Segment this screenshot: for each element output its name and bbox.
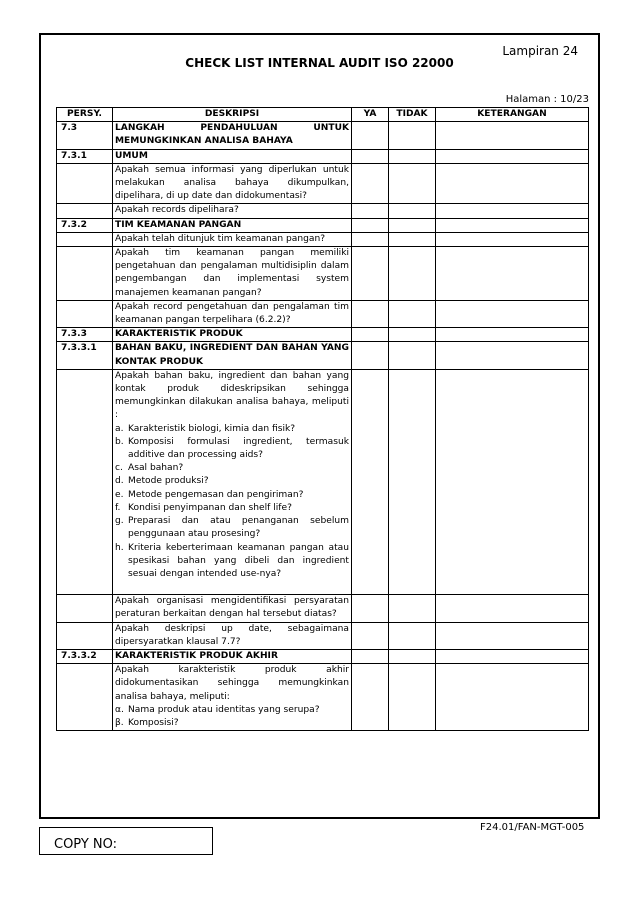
ya-cell[interactable] xyxy=(352,218,389,232)
ya-cell[interactable] xyxy=(352,232,389,246)
description-cell: Apakah record pengetahuan dan pengalaman tim keamanan pangan terpelihara (6.2.2)? xyxy=(113,300,352,327)
list-item xyxy=(115,489,349,502)
table-row xyxy=(57,622,589,649)
list-text: Karakteristik biologi, kimia dan fisik? xyxy=(128,423,296,434)
section-number-cell xyxy=(57,163,113,204)
keterangan-cell[interactable] xyxy=(436,649,589,663)
tidak-cell[interactable] xyxy=(389,622,436,649)
table-row xyxy=(57,218,589,232)
ya-cell[interactable] xyxy=(352,122,389,149)
list-item xyxy=(115,502,349,515)
section-number-cell xyxy=(57,622,113,649)
section-number-cell xyxy=(57,369,113,594)
form-code: F24.01/FAN-MGT-005 xyxy=(480,822,585,833)
keterangan-cell[interactable] xyxy=(436,149,589,163)
list-text: Kondisi penyimpanan dan shelf life? xyxy=(128,502,292,513)
description-cell: UMUM xyxy=(113,149,352,163)
ya-cell[interactable] xyxy=(352,369,389,594)
keterangan-cell[interactable] xyxy=(436,622,589,649)
column-header-keterangan: KETERANGAN xyxy=(436,108,589,122)
keterangan-cell[interactable] xyxy=(436,232,589,246)
tidak-cell[interactable] xyxy=(389,232,436,246)
page-number: Halaman : 10/23 xyxy=(505,94,589,105)
table-row xyxy=(57,232,589,246)
keterangan-cell[interactable] xyxy=(436,328,589,342)
keterangan-cell[interactable] xyxy=(436,369,589,594)
list-item xyxy=(115,704,349,717)
tidak-cell[interactable] xyxy=(389,204,436,218)
list-marker: c. xyxy=(115,463,123,474)
list-marker: b. xyxy=(115,436,124,447)
tidak-cell[interactable] xyxy=(389,664,436,731)
table-row xyxy=(57,122,589,149)
description-cell: Apakah telah ditunjuk tim keamanan pangan? xyxy=(113,232,352,246)
table-row xyxy=(57,369,589,594)
keterangan-cell[interactable] xyxy=(436,163,589,204)
table-row xyxy=(57,247,589,301)
keterangan-cell[interactable] xyxy=(436,204,589,218)
page-title: CHECK LIST INTERNAL AUDIT ISO 22000 xyxy=(185,56,454,70)
table-row xyxy=(57,300,589,327)
keterangan-cell[interactable] xyxy=(436,300,589,327)
tidak-cell[interactable] xyxy=(389,218,436,232)
table-row xyxy=(57,328,589,342)
list-item xyxy=(115,462,349,475)
description-cell: LANGKAH PENDAHULUAN UNTUK MEMUNGKINKAN ANALISA BAHAYA xyxy=(113,122,352,149)
description-cell: Apakah semua informasi yang diperlukan untuk melakukan analisa bahaya dikumpulkan, dipelihara, di up date dan didokumentasi? xyxy=(113,163,352,204)
copy-no-label: COPY NO: xyxy=(54,837,118,852)
ya-cell[interactable] xyxy=(352,664,389,731)
ya-cell[interactable] xyxy=(352,649,389,663)
question-intro: Apakah bahan baku, ingredient dan bahan yang kontak produk dideskripsikan sehingga memungkinkan dilakukan analisa bahaya, meliputi : xyxy=(115,370,349,421)
document-frame xyxy=(39,33,600,819)
list-item xyxy=(115,515,349,541)
section-number-cell xyxy=(57,232,113,246)
ya-cell[interactable] xyxy=(352,622,389,649)
description-cell: Apakah deskripsi up date, sebagaimana dipersyaratkan klausal 7.7? xyxy=(113,622,352,649)
ya-cell[interactable] xyxy=(352,204,389,218)
column-header-tidak: TIDAK xyxy=(389,108,436,122)
criteria-list xyxy=(115,423,349,581)
table-row xyxy=(57,664,589,731)
section-number-cell xyxy=(57,204,113,218)
ya-cell[interactable] xyxy=(352,163,389,204)
criteria-list xyxy=(115,704,349,730)
description-cell: Apakah records dipelihara? xyxy=(113,204,352,218)
keterangan-cell[interactable] xyxy=(436,122,589,149)
list-marker: h. xyxy=(115,542,124,553)
column-header-deskripsi: DESKRIPSI xyxy=(113,108,352,122)
ya-cell[interactable] xyxy=(352,149,389,163)
tidak-cell[interactable] xyxy=(389,649,436,663)
keterangan-cell[interactable] xyxy=(436,342,589,369)
column-header-persy: PERSY. xyxy=(57,108,113,122)
list-item xyxy=(115,423,349,436)
list-text: Komposisi formulasi ingredient, termasuk additive dan processing aids? xyxy=(128,436,349,461)
lampiran-label: Lampiran 24 xyxy=(502,44,578,58)
list-marker: α. xyxy=(115,704,124,715)
column-header-ya: YA xyxy=(352,108,389,122)
ya-cell[interactable] xyxy=(352,300,389,327)
keterangan-cell[interactable] xyxy=(436,595,589,622)
tidak-cell[interactable] xyxy=(389,369,436,594)
tidak-cell[interactable] xyxy=(389,149,436,163)
list-item xyxy=(115,475,349,488)
section-number-cell: 7.3.3.1 xyxy=(57,342,113,369)
tidak-cell[interactable] xyxy=(389,342,436,369)
list-text: Nama produk atau identitas yang serupa? xyxy=(128,704,320,715)
checklist-table xyxy=(56,107,589,731)
list-marker: g. xyxy=(115,516,124,527)
tidak-cell[interactable] xyxy=(389,122,436,149)
list-marker: a. xyxy=(115,423,124,434)
tidak-cell[interactable] xyxy=(389,300,436,327)
table-row xyxy=(57,342,589,369)
list-text: Metode pengemasan dan pengiriman? xyxy=(128,489,304,500)
list-text: Kriteria keberterimaan keamanan pangan atau spesikasi bahan yang dibeli dan ingredient sesuai dengan intended use-nya? xyxy=(128,542,349,579)
table-row xyxy=(57,649,589,663)
description-cell: Apakah tim keamanan pangan memiliki pengetahuan dan pengalaman multidisiplin dalam pengembangan dan implementasi system manajemen keamanan pangan? xyxy=(113,247,352,301)
keterangan-cell[interactable] xyxy=(436,218,589,232)
section-number-cell xyxy=(57,664,113,731)
list-text: Asal bahan? xyxy=(128,463,184,474)
ya-cell[interactable] xyxy=(352,595,389,622)
description-cell: KARAKTERISTIK PRODUK xyxy=(113,328,352,342)
section-number-cell: 7.3.3 xyxy=(57,328,113,342)
list-item xyxy=(115,542,349,582)
tidak-cell[interactable] xyxy=(389,163,436,204)
description-cell: Apakah organisasi mengidentifikasi persyaratan peraturan berkaitan dengan hal tersebut diatas? xyxy=(113,595,352,622)
ya-cell[interactable] xyxy=(352,247,389,301)
list-marker: d. xyxy=(115,476,124,487)
list-marker: e. xyxy=(115,489,124,500)
list-item xyxy=(115,436,349,462)
keterangan-cell[interactable] xyxy=(436,664,589,731)
description-cell: TIM KEAMANAN PANGAN xyxy=(113,218,352,232)
list-marker: β. xyxy=(115,717,124,728)
table-row xyxy=(57,204,589,218)
description-cell xyxy=(113,369,352,594)
description-cell xyxy=(113,664,352,731)
keterangan-cell[interactable] xyxy=(436,247,589,301)
section-number-cell xyxy=(57,595,113,622)
list-text: Preparasi dan atau penanganan sebelum penggunaan atau prosesing? xyxy=(128,516,349,540)
question-intro: Apakah karakteristik produk akhir didokumentasikan sehingga memungkinkan analisa bahaya, meliputi: xyxy=(115,665,349,702)
list-item xyxy=(115,717,349,730)
tidak-cell[interactable] xyxy=(389,328,436,342)
table-row xyxy=(57,163,589,204)
ya-cell[interactable] xyxy=(352,342,389,369)
list-text: Metode produksi? xyxy=(128,476,209,487)
ya-cell[interactable] xyxy=(352,328,389,342)
tidak-cell[interactable] xyxy=(389,595,436,622)
description-cell: KARAKTERISTIK PRODUK AKHIR xyxy=(113,649,352,663)
list-marker: f. xyxy=(115,502,121,513)
spacer xyxy=(115,581,349,594)
copy-no-box[interactable] xyxy=(39,827,213,855)
section-number-cell xyxy=(57,300,113,327)
section-number-cell: 7.3.2 xyxy=(57,218,113,232)
table-header-row xyxy=(57,108,589,122)
table-row xyxy=(57,595,589,622)
description-cell: BAHAN BAKU, INGREDIENT DAN BAHAN YANG KONTAK PRODUK xyxy=(113,342,352,369)
tidak-cell[interactable] xyxy=(389,247,436,301)
list-text: Komposisi? xyxy=(128,717,179,728)
section-number-cell: 7.3 xyxy=(57,122,113,149)
section-number-cell: 7.3.3.2 xyxy=(57,649,113,663)
table-row xyxy=(57,149,589,163)
section-number-cell xyxy=(57,247,113,301)
section-number-cell: 7.3.1 xyxy=(57,149,113,163)
